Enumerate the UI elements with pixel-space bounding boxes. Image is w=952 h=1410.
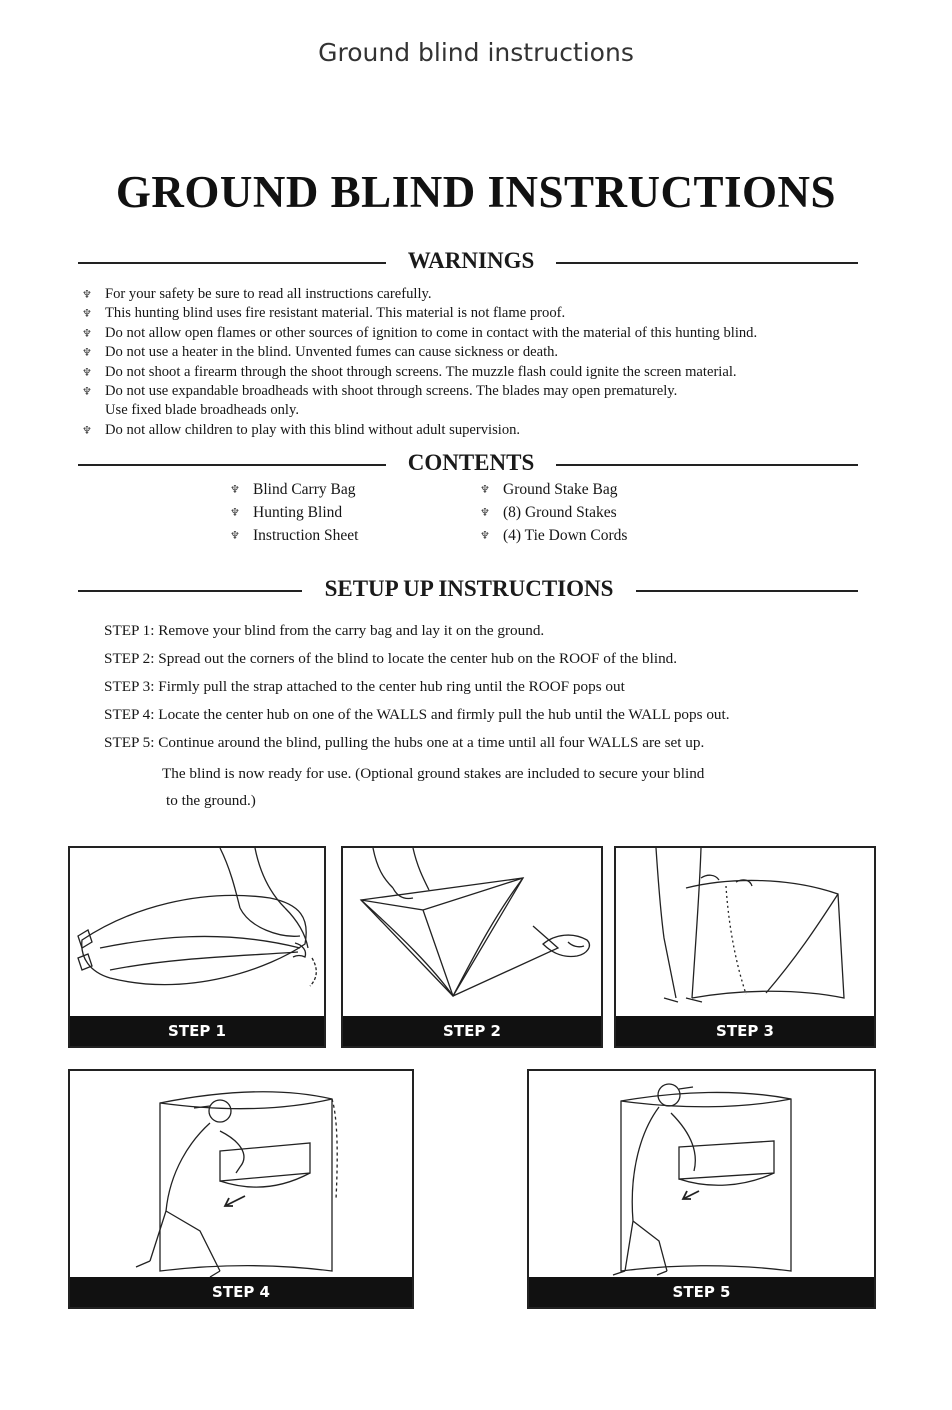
list-item: ♆ Blind Carry Bag (230, 478, 358, 501)
warning-item: ♆ Do not shoot a firearm through the shoot through screens. The muzzle flash could ignite the screen material. (82, 363, 912, 382)
divider (78, 590, 302, 592)
step-2-illustration (341, 846, 603, 1048)
divider (78, 262, 386, 264)
contents-heading-text: CONTENTS (407, 450, 535, 475)
trident-bullet-icon: ♆ (230, 483, 240, 496)
setup-heading-text: SETUP UP INSTRUCTIONS (324, 576, 614, 601)
person-popping-roof-illustration (616, 848, 874, 1016)
warnings-heading-text: WARNINGS (407, 248, 535, 273)
step-caption: STEP 2 (343, 1016, 601, 1046)
step-line: STEP 5: Continue around the blind, pulling the hubs one at a time until all four WALLS are set up. (104, 734, 705, 751)
person-popping-wall-illustration (70, 1071, 412, 1277)
setup-note: to the ground.) (166, 792, 256, 809)
trident-bullet-icon: ♆ (480, 529, 490, 542)
step-caption: STEP 5 (529, 1277, 874, 1307)
contents-column-left (230, 478, 358, 547)
warning-item: ♆ Do not use expandable broadheads with shoot through screens. The blades may open prematurely. Use fixed blade broadheads only. (82, 383, 678, 419)
page-header-title: Ground blind instructions (318, 38, 634, 67)
warning-item: ♆ Do not allow children to play with this blind without adult supervision. (82, 421, 912, 440)
setup-note: The blind is now ready for use. (Optional ground stakes are included to secure your blind (162, 765, 705, 782)
warning-continuation: Use fixed blade broadheads only. (105, 402, 299, 419)
divider (78, 464, 386, 466)
person-unfolding-blind-illustration (70, 848, 324, 1016)
trident-bullet-icon: ♆ (82, 365, 92, 379)
contents-heading (78, 450, 858, 480)
person-spreading-blind-illustration (343, 848, 601, 1016)
list-item: ♆ (4) Tie Down Cords (480, 524, 627, 547)
setup-steps (104, 620, 904, 814)
warning-item: ♆ For your safety be sure to read all instructions carefully. (82, 285, 912, 304)
divider (636, 590, 858, 592)
warnings-heading (78, 248, 858, 278)
divider (556, 262, 858, 264)
trident-bullet-icon: ♆ (82, 288, 92, 301)
list-item: ♆ (8) Ground Stakes (480, 501, 627, 524)
contents-column-right (480, 478, 627, 547)
list-item: ♆ Ground Stake Bag (480, 478, 627, 501)
warning-item: ♆ This hunting blind uses fire resistant material. This material is not flame proof. (82, 304, 912, 323)
step-caption: STEP 4 (70, 1277, 412, 1307)
trident-bullet-icon: ♆ (82, 346, 92, 360)
list-item: ♆ Instruction Sheet (230, 524, 358, 547)
trident-bullet-icon: ♆ (480, 506, 490, 519)
warning-item: ♆ Do not allow open flames or other sources of ignition to come in contact with the material of this hunting blind. (82, 324, 912, 343)
step-line: STEP 3: Firmly pull the strap attached to the center hub ring until the ROOF pops out (104, 678, 625, 695)
warnings-list (82, 285, 912, 440)
step-3-illustration (614, 846, 876, 1048)
step-5-illustration (527, 1069, 876, 1309)
list-item: ♆ Hunting Blind (230, 501, 358, 524)
step-caption: STEP 3 (616, 1016, 874, 1046)
trident-bullet-icon: ♆ (230, 529, 240, 542)
trident-bullet-icon: ♆ (82, 385, 92, 399)
trident-bullet-icon: ♆ (480, 483, 490, 496)
step-1-illustration (68, 846, 326, 1048)
trident-bullet-icon: ♆ (82, 326, 92, 340)
step-caption: STEP 1 (70, 1016, 324, 1046)
step-line: STEP 4: Locate the center hub on one of the WALLS and firmly pull the hub until the WALL pops out. (104, 706, 730, 723)
divider (556, 464, 858, 466)
setup-heading (78, 576, 858, 606)
trident-bullet-icon: ♆ (82, 423, 92, 437)
person-finishing-walls-illustration (529, 1071, 874, 1277)
step-4-illustration (68, 1069, 414, 1309)
step-line: STEP 1: Remove your blind from the carry bag and lay it on the ground. (104, 622, 545, 639)
trident-bullet-icon: ♆ (82, 307, 92, 321)
trident-bullet-icon: ♆ (230, 506, 240, 519)
step-line: STEP 2: Spread out the corners of the blind to locate the center hub on the ROOF of the blind. (104, 650, 678, 667)
document-title: GROUND BLIND INSTRUCTIONS (115, 167, 837, 217)
warning-item: ♆ Do not use a heater in the blind. Unvented fumes can cause sickness or death. (82, 343, 912, 362)
